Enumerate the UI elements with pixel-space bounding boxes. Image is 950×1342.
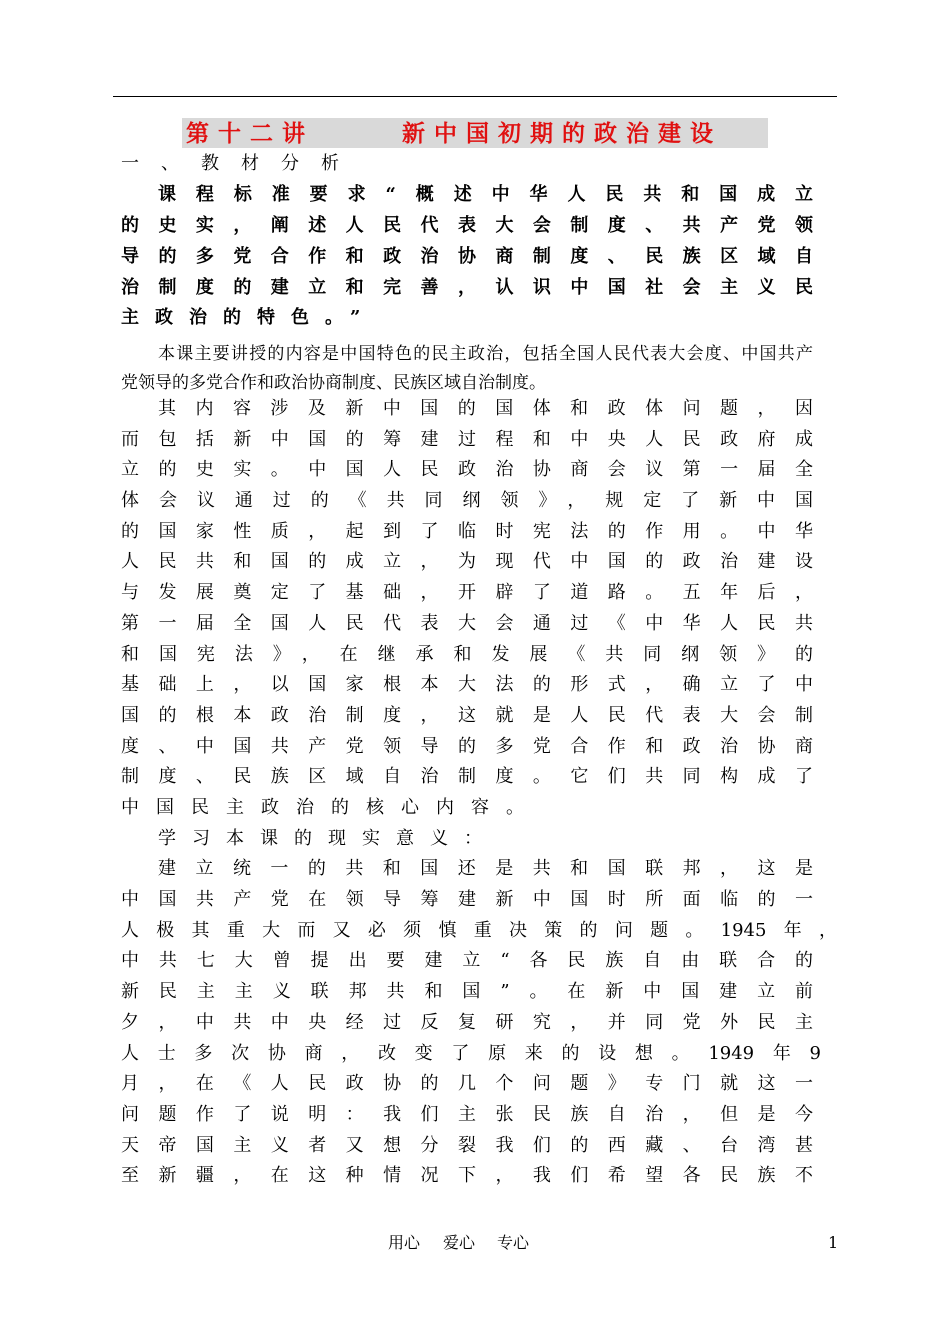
significance-line: 夕，中共中央经过反复研究，并同党外民主 <box>121 1012 813 1033</box>
content-line: 和国宪法》，在继承和发展《共同纲领》的 <box>121 644 813 665</box>
significance-heading: 学习本课的现实意义： <box>158 828 498 849</box>
section-heading: 一、教材分析 <box>121 153 361 174</box>
intro-line: 党领导的多党合作和政治协商制度、民族区域自治制度。 <box>121 373 546 393</box>
footer-motto-left: 用心 <box>388 1233 421 1252</box>
significance-line: 中国共产党在领导筹建新中国时所面临的一 <box>121 889 813 910</box>
significance-line: 人极其重大而又必须慎重决策的问题。1945年， <box>121 920 837 941</box>
content-line: 人民共和国的成立，为现代中国的政治建设 <box>121 551 813 572</box>
header-rule <box>113 96 837 97</box>
content-line: 度、中国共产党领导的多党合作和政治协商 <box>121 736 813 757</box>
significance-line: 问题作了说明：我们主张民族自治，但是今 <box>121 1104 813 1125</box>
content-line: 基础上，以国家根本大法的形式，确立了中 <box>121 674 813 695</box>
footer-motto-right: 专心 <box>497 1233 530 1252</box>
footer-motto-middle: 爱心 <box>443 1233 476 1252</box>
content-line: 而包括新中国的筹建过程和中央人民政府成 <box>121 429 813 450</box>
content-line: 制度、民族区域自治制度。它们共同构成了 <box>121 766 813 787</box>
significance-line: 至新疆，在这种情况下，我们希望各民族不 <box>121 1165 813 1186</box>
intro-line: 本课主要讲授的内容是中国特色的民主政治，包括全国人民代表大会度、中国共产 <box>158 344 813 364</box>
curriculum-line: 的史实，阐述人民代表大会制度、共产党领 <box>121 215 813 236</box>
lecture-number: 第十二讲 <box>186 120 314 147</box>
lecture-title <box>182 118 768 148</box>
significance-line: 中共七大曾提出要建立“各民族自由联合的 <box>121 950 813 971</box>
content-line: 其内容涉及新中国的国体和政体问题，因 <box>158 398 813 419</box>
content-line: 与发展奠定了基础，开辟了道路。五年后， <box>121 582 813 603</box>
significance-line: 天帝国主义者又想分裂我们的西藏、台湾甚 <box>121 1135 813 1156</box>
content-line: 体会议通过的《共同纲领》，规定了新中国 <box>121 490 813 511</box>
content-line: 的国家性质，起到了临时宪法的作用。中华 <box>121 521 813 542</box>
page-number: 1 <box>828 1233 839 1252</box>
lecture-topic: 新中国初期的政治建设 <box>402 120 722 147</box>
significance-line: 建立统一的共和国还是共和国联邦，这是 <box>158 858 813 879</box>
significance-line: 月，在《人民政协的几个问题》专门就这一 <box>121 1073 813 1094</box>
curriculum-line: 主政治的特色。” <box>121 307 377 328</box>
content-line: 中国民主政治的核心内容。 <box>121 797 541 818</box>
significance-line: 新民主主义联邦共和国”。在新中国建立前 <box>121 981 813 1002</box>
curriculum-line: 导的多党合作和政治协商制度、民族区域自 <box>121 246 813 267</box>
content-line: 国的根本政治制度，这就是人民代表大会制 <box>121 705 813 726</box>
content-line: 立的史实。中国人民政治协商会议第一届全 <box>121 459 813 480</box>
curriculum-line: 治制度的建立和完善，认识中国社会主义民 <box>121 277 813 298</box>
content-line: 第一届全国人民代表大会通过《中华人民共 <box>121 613 813 634</box>
significance-line: 人士多次协商，改变了原来的设想。1949年9 <box>121 1043 821 1064</box>
curriculum-line: 课程标准要求“概述中华人民共和国成立 <box>158 184 813 205</box>
